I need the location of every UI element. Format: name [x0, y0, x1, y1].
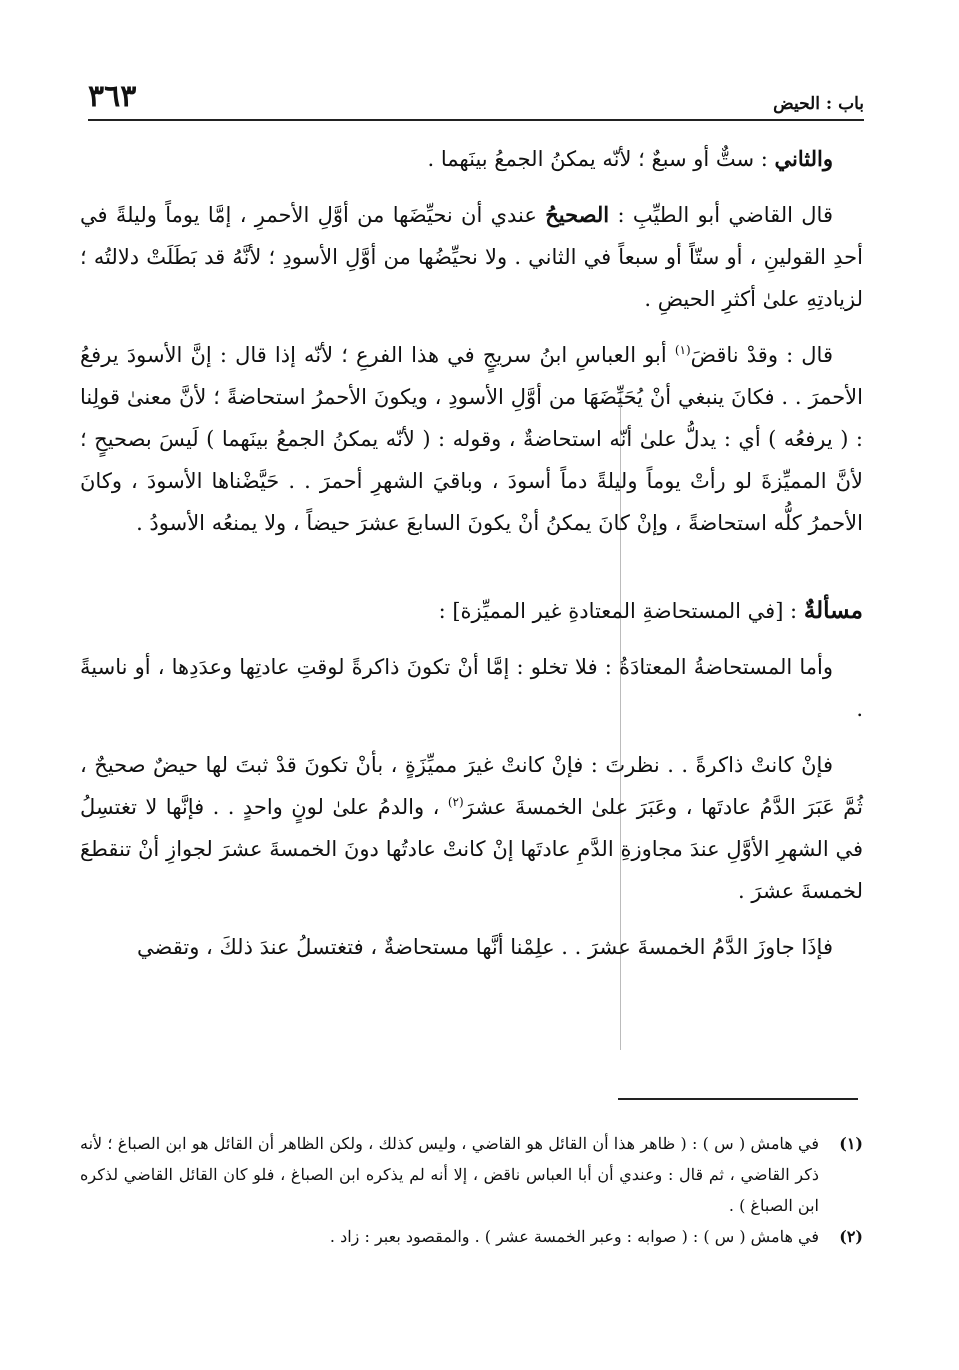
paragraph-2-start: قال القاضي أبو الطيِّبِ : — [609, 203, 833, 227]
footnote-1-number: (١) — [839, 1134, 863, 1153]
paragraph-5-start: فإنْ كانتْ ذاكرةً . . نظرتَ : فإنْ كانتْ غيرَ مميِّزَةٍ ، بأنْ تكونَ قدْ ثبتَ لها حيضٌ صحيحٌ ، ثُمَّ عَبَرَ الدَّمُ عادتَها ، وعَبَرَ علىٰ الخمسةَ عشرَ — [80, 753, 863, 819]
paragraph-3-start: قال : وقدْ ناقضَ — [690, 343, 833, 367]
page-header — [88, 80, 864, 114]
page-number: ٣٦٣ — [88, 79, 137, 114]
footnote-ref-2[interactable]: (٢) — [447, 795, 464, 809]
issue-label: مسألةٌ — [803, 597, 863, 624]
footnote-1-text: في هامش ( س ) : ( ظاهر هذا أن القائل هو القاضي ، وليس كذلك ، ولكن الظاهر أن القائل هو ابن الصباغ ؛ لأنه ذكر القاضي ، ثم قال : وعندي أن أبا العباس ناقض ، إلا أنه لم يذكره ابن الصباغ ، فلو كان القائل القاضي لذكره ابن الصباغ ) . — [80, 1134, 819, 1215]
paragraph-2-bold-term: الصحيحُ — [545, 202, 610, 227]
footnote-2-number: (٢) — [839, 1227, 863, 1246]
issue-title: : [في المستحاضةِ المعتادةِ غير المميِّزة] : — [438, 599, 804, 623]
paragraph-1-text: : ستٌّ أو سبعٌ ؛ لأنّه يمكنُ الجمعُ بينَهما . — [427, 147, 775, 171]
paragraph-3 — [80, 334, 863, 544]
header-rule — [88, 119, 864, 121]
footnote-rule — [618, 1098, 858, 1100]
paragraph-2-rest: عندي أن نحيِّضَها من أوَّلِ الأحمرِ ، إمَّا يوماً وليلةً في أحدِ القولينِ ، أو ستّاً أو سبعاً في الثاني . ولا نحيِّضُها من أوَّلِ الأسودِ ؛ لأنَّهُ قد بَطَلَتْ دلالتُه ؛ لزيادتِهِ علىٰ أكثرِ الحيضِ . — [80, 203, 863, 311]
paragraph-1-label: والثاني — [774, 146, 833, 171]
footnote-2 — [80, 1221, 863, 1252]
main-text — [80, 138, 863, 982]
paragraph-4: وأما المستحاضةُ المعتادَةُ : فلا تخلو : إمَّا أنْ تكونَ ذاكرةً لوقتِ عادتِها وعدَدِها ، أو ناسيةً . — [80, 655, 863, 721]
paragraph-6: فإذَا جاوزَ الدَّمُ الخمسةَ عشرَ . . علِمْنا أنَّها مستحاضةٌ ، فتغتسلُ عندَ ذلكَ ، وتقضي — [137, 935, 833, 959]
paragraph-5-rest: ، والدمُ علىٰ لونٍ واحدٍ . . فإنَّها لا تغتسِلُ في الشهرِ الأوَّلِ عندَ مجاوزةِ الدَّمِ عادتَها إنْ كانتْ عادتُها دونَ الخمسةَ عشرَ لجوازِ أنْ تنقطعَ لخمسةَ عشرَ . — [80, 795, 863, 903]
footnotes — [80, 1128, 863, 1252]
footnote-2-text: في هامش ( س ) : ( صوابه : وعبر الخمسة عشر ) . والمقصود بعبر : زاد . — [329, 1227, 819, 1246]
footnote-1 — [80, 1128, 863, 1221]
paragraph-2 — [80, 194, 863, 320]
paragraph-1 — [80, 138, 863, 180]
issue-heading — [80, 590, 863, 632]
paragraph-5 — [80, 744, 863, 912]
paragraph-3-rest: أبو العباسِ ابنُ سريجٍ في هذا الفرعِ ؛ لأنّه إذا قال : إنَّ الأسودَ يرفعُ الأحمرَ . . فكانَ ينبغي أنْ يُحَيِّضَهَا من أوَّلِ الأسودِ ، ويكونَ الأحمرُ استحاضةً ؛ لأنَّ معنىٰ قولِنا : ( يرفعُه ) أي : يدلُّ علىٰ أنّه استحاضةٌ ، وقوله : ( لأنّه يمكنُ الجمعُ بينَهما ) لَيسَ بصحيحٍ ؛ لأنَّ المميِّزةَ لو رأتْ يوماً وليلةً دماً أسودَ ، وباقيَ الشهرِ أحمرَ . . حَيَّضْناها الأسودَ ، وكانَ الأحمرُ كلُّه استحاضةً ، وإنْ كانَ يمكنُ أنْ يكونَ السابعَ عشرَ حيضاً ، ولا يمنعُه الأسودُ . — [80, 343, 863, 535]
running-head: باب : الحيض — [773, 94, 864, 114]
footnote-ref-1[interactable]: (١) — [674, 343, 691, 357]
